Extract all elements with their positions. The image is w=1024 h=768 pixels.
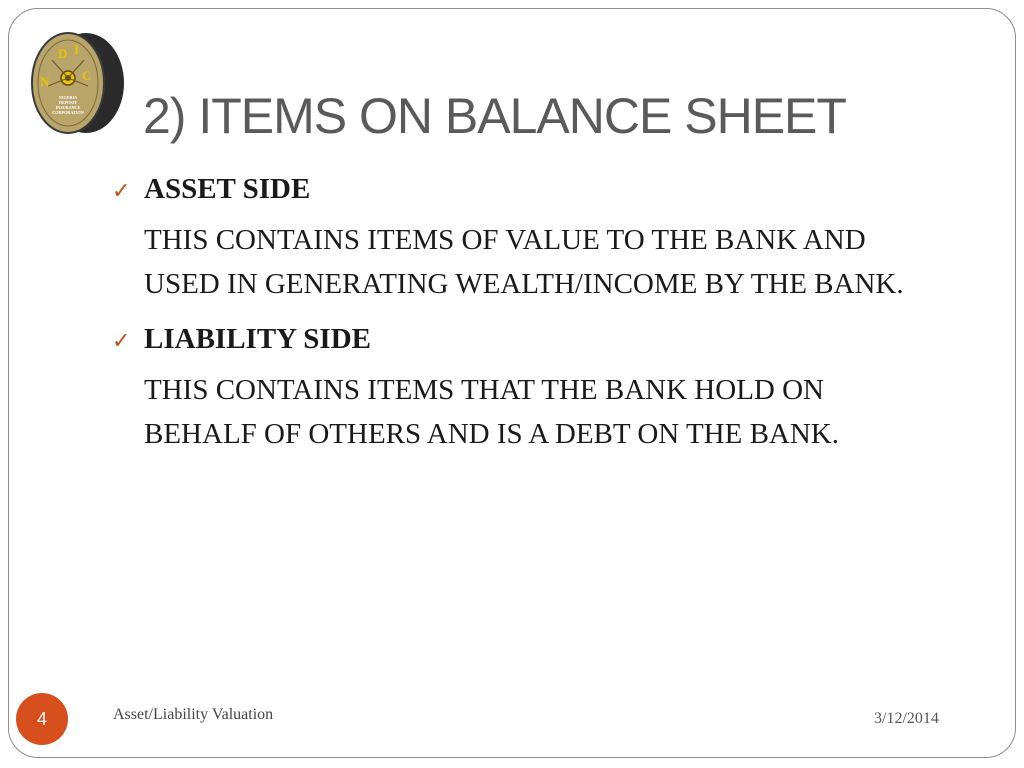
bullet-description: THIS CONTAINS ITEMS OF VALUE TO THE BANK AND USED IN GENERATING WEALTH/INCOME BY THE BANK. [144, 224, 904, 300]
logo-subtitle: NIGERIA [58, 95, 78, 100]
ndic-logo [28, 28, 128, 138]
slide-title: 2) ITEMS ON BALANCE SHEET [143, 88, 846, 144]
bullet-liability-side [112, 318, 942, 360]
page-number: 4 [36, 708, 47, 729]
logo-letter: D [58, 46, 68, 61]
logo-subtitle: CORPORATION [52, 110, 84, 115]
bullet-heading: ASSET SIDE [144, 173, 311, 205]
page-number-badge [16, 693, 68, 745]
logo-subtitle: INSURANCE [55, 105, 81, 110]
bullet-description: THIS CONTAINS ITEMS THAT THE BANK HOLD ON BEHALF OF OTHERS AND IS A DEBT ON THE BANK. [144, 374, 839, 450]
bullet-list [112, 168, 942, 468]
logo-letter: I [74, 42, 80, 57]
footer-text: Asset/Liability Valuation [113, 706, 274, 723]
checkmark-icon: ✓ [112, 179, 131, 204]
footer-date: 3/12/2014 [874, 710, 939, 727]
logo-letter: N [40, 74, 50, 89]
logo-subtitle: DEPOSIT [58, 100, 78, 105]
bullet-heading: LIABILITY SIDE [144, 323, 371, 355]
bullet-asset-side [112, 168, 942, 210]
logo-letter: C [82, 68, 92, 83]
checkmark-icon: ✓ [112, 329, 131, 354]
